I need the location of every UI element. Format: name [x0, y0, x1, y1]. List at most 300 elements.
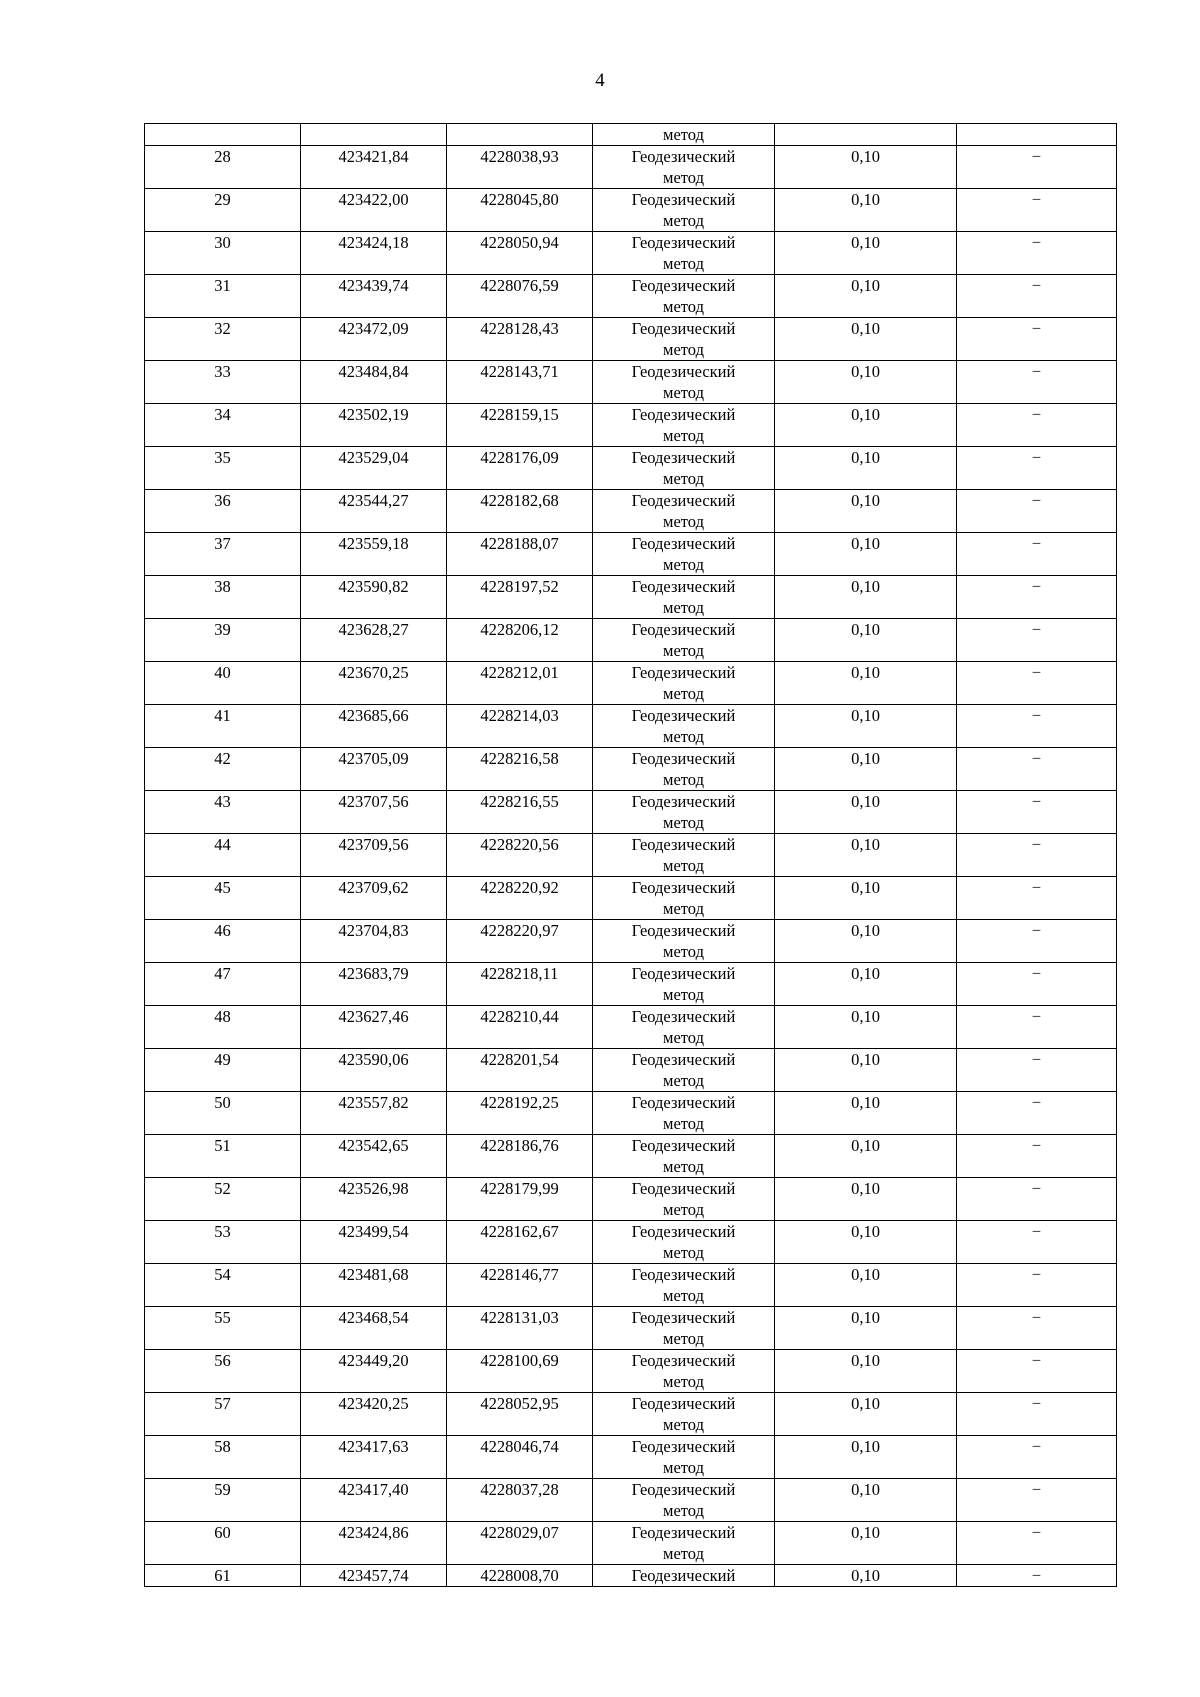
cell-note: – — [957, 1522, 1117, 1565]
cell-x: 423421,84 — [301, 146, 447, 189]
cell-y: 4228206,12 — [447, 619, 593, 662]
method-line-2: метод — [663, 856, 704, 875]
cell-x: 423417,40 — [301, 1479, 447, 1522]
cell-method — [593, 318, 775, 361]
method-line-1: Геодезический — [631, 448, 736, 467]
method-line-1: Геодезический — [631, 1093, 736, 1112]
cell-y: 4228216,55 — [447, 791, 593, 834]
cell-point-number: 33 — [145, 361, 301, 404]
table-row — [145, 791, 1117, 834]
cell-note — [957, 124, 1117, 146]
cell-note: – — [957, 1092, 1117, 1135]
cell-y: 4228045,80 — [447, 189, 593, 232]
cell-x: 423705,09 — [301, 748, 447, 791]
table-row — [145, 1565, 1117, 1587]
cell-point-number: 51 — [145, 1135, 301, 1178]
cell-method — [593, 146, 775, 189]
cell-method — [593, 576, 775, 619]
table-row — [145, 834, 1117, 877]
method-line-1: Геодезический — [631, 1050, 736, 1069]
table-row — [145, 705, 1117, 748]
cell-point-number: 38 — [145, 576, 301, 619]
cell-method — [593, 1350, 775, 1393]
cell-note: – — [957, 189, 1117, 232]
method-line-1: Геодезический — [631, 1437, 736, 1456]
cell-x: 423484,84 — [301, 361, 447, 404]
cell-x: 423542,65 — [301, 1135, 447, 1178]
cell-note: – — [957, 447, 1117, 490]
table-row — [145, 533, 1117, 576]
cell-note: – — [957, 1264, 1117, 1307]
cell-point-number: 52 — [145, 1178, 301, 1221]
cell-y — [447, 124, 593, 146]
cell-method — [593, 619, 775, 662]
method-line-2: метод — [663, 469, 704, 488]
cell-accuracy: 0,10 — [775, 1264, 957, 1307]
method-line-1: Геодезический — [631, 491, 736, 510]
cell-accuracy: 0,10 — [775, 1092, 957, 1135]
cell-y: 4228186,76 — [447, 1135, 593, 1178]
cell-x: 423544,27 — [301, 490, 447, 533]
cell-accuracy: 0,10 — [775, 1221, 957, 1264]
method-line-2: метод — [663, 1286, 704, 1305]
cell-x: 423707,56 — [301, 791, 447, 834]
cell-y: 4228188,07 — [447, 533, 593, 576]
table-row — [145, 1264, 1117, 1307]
cell-x: 423628,27 — [301, 619, 447, 662]
table-row — [145, 963, 1117, 1006]
table-row — [145, 877, 1117, 920]
cell-accuracy: 0,10 — [775, 791, 957, 834]
cell-note: – — [957, 662, 1117, 705]
cell-method — [593, 920, 775, 963]
cell-y: 4228159,15 — [447, 404, 593, 447]
method-line-2: метод — [663, 1501, 704, 1520]
cell-accuracy: 0,10 — [775, 361, 957, 404]
cell-point-number: 57 — [145, 1393, 301, 1436]
cell-accuracy: 0,10 — [775, 1178, 957, 1221]
cell-accuracy: 0,10 — [775, 834, 957, 877]
cell-x: 423424,86 — [301, 1522, 447, 1565]
table-row — [145, 576, 1117, 619]
cell-y: 4228220,92 — [447, 877, 593, 920]
method-line-2: метод — [663, 1157, 704, 1176]
method-line-2: метод — [663, 942, 704, 961]
method-line-1: Геодезический — [631, 1308, 736, 1327]
cell-y: 4228146,77 — [447, 1264, 593, 1307]
method-line-1: Геодезический — [631, 620, 736, 639]
table-row — [145, 146, 1117, 189]
cell-method — [593, 1436, 775, 1479]
cell-x: 423709,56 — [301, 834, 447, 877]
cell-x: 423590,06 — [301, 1049, 447, 1092]
cell-y: 4228210,44 — [447, 1006, 593, 1049]
cell-accuracy: 0,10 — [775, 1436, 957, 1479]
cell-accuracy: 0,10 — [775, 1307, 957, 1350]
table-row — [145, 404, 1117, 447]
cell-y: 4228008,70 — [447, 1565, 593, 1587]
cell-note: – — [957, 404, 1117, 447]
cell-x: 423417,63 — [301, 1436, 447, 1479]
table-row — [145, 275, 1117, 318]
cell-point-number: 42 — [145, 748, 301, 791]
cell-method — [593, 1393, 775, 1436]
method-line-2: метод — [663, 598, 704, 617]
method-line-2: метод — [663, 985, 704, 1004]
cell-method — [593, 1135, 775, 1178]
method-line-1: Геодезический — [631, 577, 736, 596]
cell-x: 423449,20 — [301, 1350, 447, 1393]
table-row — [145, 189, 1117, 232]
method-line-1: Геодезический — [631, 1480, 736, 1499]
cell-y: 4228128,43 — [447, 318, 593, 361]
method-line-2: метод — [663, 1544, 704, 1563]
method-line-2: метод — [663, 1243, 704, 1262]
cell-point-number: 50 — [145, 1092, 301, 1135]
page-number: 4 — [595, 70, 605, 91]
method-line-1: Геодезический — [631, 405, 736, 424]
cell-method — [593, 232, 775, 275]
cell-point-number: 41 — [145, 705, 301, 748]
method-line-1: Геодезический — [631, 1265, 736, 1284]
cell-x: 423557,82 — [301, 1092, 447, 1135]
cell-point-number: 29 — [145, 189, 301, 232]
cell-y: 4228216,58 — [447, 748, 593, 791]
cell-note: – — [957, 275, 1117, 318]
method-line-2: метод — [663, 426, 704, 445]
cell-y: 4228143,71 — [447, 361, 593, 404]
cell-y: 4228201,54 — [447, 1049, 593, 1092]
method-line-1: Геодезический — [631, 147, 736, 166]
cell-y: 4228100,69 — [447, 1350, 593, 1393]
cell-note: – — [957, 1049, 1117, 1092]
method-line-2: метод — [663, 1114, 704, 1133]
cell-point-number: 55 — [145, 1307, 301, 1350]
cell-y: 4228214,03 — [447, 705, 593, 748]
cell-method — [593, 834, 775, 877]
cell-y: 4228218,11 — [447, 963, 593, 1006]
cell-accuracy: 0,10 — [775, 275, 957, 318]
method-line-1: Геодезический — [631, 1566, 736, 1585]
cell-x: 423420,25 — [301, 1393, 447, 1436]
cell-y: 4228038,93 — [447, 146, 593, 189]
cell-note: – — [957, 920, 1117, 963]
method-line-1: Геодезический — [631, 233, 736, 252]
cell-accuracy: 0,10 — [775, 619, 957, 662]
method-line-2: метод — [663, 1200, 704, 1219]
cell-x: 423627,46 — [301, 1006, 447, 1049]
method-line-1: Геодезический — [631, 921, 736, 940]
cell-point-number: 58 — [145, 1436, 301, 1479]
cell-accuracy: 0,10 — [775, 1565, 957, 1587]
cell-method — [593, 963, 775, 1006]
cell-y: 4228176,09 — [447, 447, 593, 490]
cell-point-number: 31 — [145, 275, 301, 318]
table-row — [145, 1092, 1117, 1135]
method-line-2: метод — [663, 1329, 704, 1348]
cell-x: 423685,66 — [301, 705, 447, 748]
method-line-2: метод — [663, 813, 704, 832]
method-line-1: Геодезический — [631, 362, 736, 381]
cell-x: 423424,18 — [301, 232, 447, 275]
cell-method — [593, 1565, 775, 1587]
table-row — [145, 447, 1117, 490]
cell-note: – — [957, 877, 1117, 920]
cell-x: 423457,74 — [301, 1565, 447, 1587]
cell-point-number: 60 — [145, 1522, 301, 1565]
table-row — [145, 1135, 1117, 1178]
method-line-2: метод — [663, 555, 704, 574]
method-line-1: Геодезический — [631, 1179, 736, 1198]
method-line-2: метод — [663, 770, 704, 789]
cell-note: – — [957, 963, 1117, 1006]
cell-point-number: 53 — [145, 1221, 301, 1264]
table-row — [145, 1350, 1117, 1393]
method-line-2: метод — [663, 254, 704, 273]
cell-note: – — [957, 834, 1117, 877]
table-row — [145, 361, 1117, 404]
cell-y: 4228046,74 — [447, 1436, 593, 1479]
cell-point-number: 37 — [145, 533, 301, 576]
cell-note: – — [957, 1436, 1117, 1479]
cell-method — [593, 1221, 775, 1264]
method-line-1: Геодезический — [631, 1523, 736, 1542]
cell-method — [593, 1307, 775, 1350]
cell-note: – — [957, 791, 1117, 834]
cell-y: 4228076,59 — [447, 275, 593, 318]
cell-x: 423481,68 — [301, 1264, 447, 1307]
table-row — [145, 1178, 1117, 1221]
cell-point-number: 30 — [145, 232, 301, 275]
cell-note: – — [957, 318, 1117, 361]
cell-point-number — [145, 124, 301, 146]
cell-accuracy: 0,10 — [775, 1522, 957, 1565]
cell-y: 4228037,28 — [447, 1479, 593, 1522]
cell-point-number: 48 — [145, 1006, 301, 1049]
cell-accuracy: 0,10 — [775, 189, 957, 232]
cell-note: – — [957, 1135, 1117, 1178]
cell-point-number: 28 — [145, 146, 301, 189]
cell-note: – — [957, 1565, 1117, 1587]
table-row — [145, 232, 1117, 275]
cell-method — [593, 533, 775, 576]
method-line-2: метод — [663, 1071, 704, 1090]
coordinates-table — [144, 123, 1117, 1587]
cell-x: 423529,04 — [301, 447, 447, 490]
cell-y: 4228192,25 — [447, 1092, 593, 1135]
table-row — [145, 1307, 1117, 1350]
cell-y: 4228220,97 — [447, 920, 593, 963]
cell-accuracy: 0,10 — [775, 318, 957, 361]
cell-point-number: 49 — [145, 1049, 301, 1092]
method-line-2: метод — [663, 512, 704, 531]
cell-y: 4228050,94 — [447, 232, 593, 275]
table-row — [145, 619, 1117, 662]
cell-accuracy: 0,10 — [775, 748, 957, 791]
cell-accuracy: 0,10 — [775, 662, 957, 705]
cell-point-number: 36 — [145, 490, 301, 533]
method-line-2: метод — [663, 1458, 704, 1477]
method-line-1: Геодезический — [631, 878, 736, 897]
table-row — [145, 1006, 1117, 1049]
method-line-1: Геодезический — [631, 534, 736, 553]
cell-note: – — [957, 619, 1117, 662]
cell-accuracy: 0,10 — [775, 1479, 957, 1522]
cell-note: – — [957, 361, 1117, 404]
cell-point-number: 56 — [145, 1350, 301, 1393]
method-line-2: метод — [663, 383, 704, 402]
table-row — [145, 1393, 1117, 1436]
cell-note: – — [957, 1350, 1117, 1393]
cell-note: – — [957, 1006, 1117, 1049]
method-line-1: Геодезический — [631, 835, 736, 854]
method-line-1: Геодезический — [631, 1351, 736, 1370]
method-line-1: Геодезический — [631, 319, 736, 338]
cell-accuracy: 0,10 — [775, 447, 957, 490]
cell-method — [593, 748, 775, 791]
cell-note: – — [957, 490, 1117, 533]
cell-accuracy: 0,10 — [775, 705, 957, 748]
cell-y: 4228029,07 — [447, 1522, 593, 1565]
method-line-2: метод — [663, 684, 704, 703]
cell-y: 4228212,01 — [447, 662, 593, 705]
method-line-2: метод — [663, 340, 704, 359]
method-line-2: метод — [663, 1372, 704, 1391]
continuation-row — [145, 124, 1117, 146]
cell-method — [593, 447, 775, 490]
cell-note: – — [957, 748, 1117, 791]
method-line-1: Геодезический — [631, 190, 736, 209]
table-row — [145, 662, 1117, 705]
table-row — [145, 1522, 1117, 1565]
method-line-2: метод — [663, 168, 704, 187]
method-line-2: метод — [663, 1028, 704, 1047]
method-line-1: Геодезический — [631, 706, 736, 725]
cell-note: – — [957, 1479, 1117, 1522]
cell-accuracy: 0,10 — [775, 232, 957, 275]
cell-accuracy: 0,10 — [775, 490, 957, 533]
cell-x: 423468,54 — [301, 1307, 447, 1350]
cell-method — [593, 1006, 775, 1049]
cell-method — [593, 490, 775, 533]
method-line-2: метод — [663, 1415, 704, 1434]
cell-point-number: 40 — [145, 662, 301, 705]
method-line-2: метод — [663, 727, 704, 746]
cell-point-number: 46 — [145, 920, 301, 963]
method-line-1: Геодезический — [631, 276, 736, 295]
cell-y: 4228162,67 — [447, 1221, 593, 1264]
cell-method — [593, 662, 775, 705]
cell-note: – — [957, 146, 1117, 189]
cell-accuracy: 0,10 — [775, 1393, 957, 1436]
method-line-2: метод — [663, 641, 704, 660]
cell-y: 4228052,95 — [447, 1393, 593, 1436]
cell-method — [593, 1522, 775, 1565]
cell-y: 4228131,03 — [447, 1307, 593, 1350]
cell-point-number: 32 — [145, 318, 301, 361]
cell-x: 423502,19 — [301, 404, 447, 447]
cell-method — [593, 1049, 775, 1092]
cell-x: 423439,74 — [301, 275, 447, 318]
cell-accuracy: 0,10 — [775, 877, 957, 920]
cell-method — [593, 404, 775, 447]
cell-x: 423670,25 — [301, 662, 447, 705]
cell-point-number: 34 — [145, 404, 301, 447]
cell-y: 4228182,68 — [447, 490, 593, 533]
cell-y: 4228220,56 — [447, 834, 593, 877]
table-row — [145, 748, 1117, 791]
cell-point-number: 43 — [145, 791, 301, 834]
cell-method — [593, 791, 775, 834]
cell-point-number: 54 — [145, 1264, 301, 1307]
table-row — [145, 1049, 1117, 1092]
cell-accuracy: 0,10 — [775, 1135, 957, 1178]
cell-x: 423422,00 — [301, 189, 447, 232]
cell-method — [593, 1264, 775, 1307]
cell-method — [593, 1178, 775, 1221]
table-row — [145, 1221, 1117, 1264]
method-line-2: метод — [663, 297, 704, 316]
table-row — [145, 920, 1117, 963]
cell-method — [593, 877, 775, 920]
cell-point-number: 45 — [145, 877, 301, 920]
table-row — [145, 1479, 1117, 1522]
cell-accuracy: 0,10 — [775, 146, 957, 189]
method-line-1: Геодезический — [631, 792, 736, 811]
method-line-1: Геодезический — [631, 1394, 736, 1413]
cell-accuracy: 0,10 — [775, 533, 957, 576]
table-row — [145, 318, 1117, 361]
cell-method — [593, 275, 775, 318]
cell-x: 423704,83 — [301, 920, 447, 963]
cell-x: 423472,09 — [301, 318, 447, 361]
cell-method — [593, 705, 775, 748]
cell-note: – — [957, 232, 1117, 275]
method-line-2: метод — [663, 125, 704, 144]
cell-x: 423499,54 — [301, 1221, 447, 1264]
method-line-1: Геодезический — [631, 964, 736, 983]
cell-accuracy: 0,10 — [775, 404, 957, 447]
cell-note: – — [957, 705, 1117, 748]
cell-method — [593, 1092, 775, 1135]
method-line-1: Геодезический — [631, 663, 736, 682]
cell-note: – — [957, 1178, 1117, 1221]
cell-accuracy: 0,10 — [775, 920, 957, 963]
method-line-1: Геодезический — [631, 1007, 736, 1026]
cell-x: 423559,18 — [301, 533, 447, 576]
cell-note: – — [957, 1221, 1117, 1264]
cell-x: 423526,98 — [301, 1178, 447, 1221]
cell-method — [593, 124, 775, 146]
cell-y: 4228197,52 — [447, 576, 593, 619]
cell-note: – — [957, 1393, 1117, 1436]
table-row — [145, 1436, 1117, 1479]
method-line-1: Геодезический — [631, 1222, 736, 1241]
cell-x: 423709,62 — [301, 877, 447, 920]
cell-point-number: 35 — [145, 447, 301, 490]
method-line-1: Геодезический — [631, 749, 736, 768]
cell-accuracy: 0,10 — [775, 1350, 957, 1393]
cell-x: 423590,82 — [301, 576, 447, 619]
cell-x — [301, 124, 447, 146]
cell-note: – — [957, 1307, 1117, 1350]
cell-accuracy: 0,10 — [775, 1006, 957, 1049]
cell-point-number: 39 — [145, 619, 301, 662]
cell-point-number: 44 — [145, 834, 301, 877]
cell-accuracy: 0,10 — [775, 1049, 957, 1092]
cell-x: 423683,79 — [301, 963, 447, 1006]
cell-accuracy — [775, 124, 957, 146]
